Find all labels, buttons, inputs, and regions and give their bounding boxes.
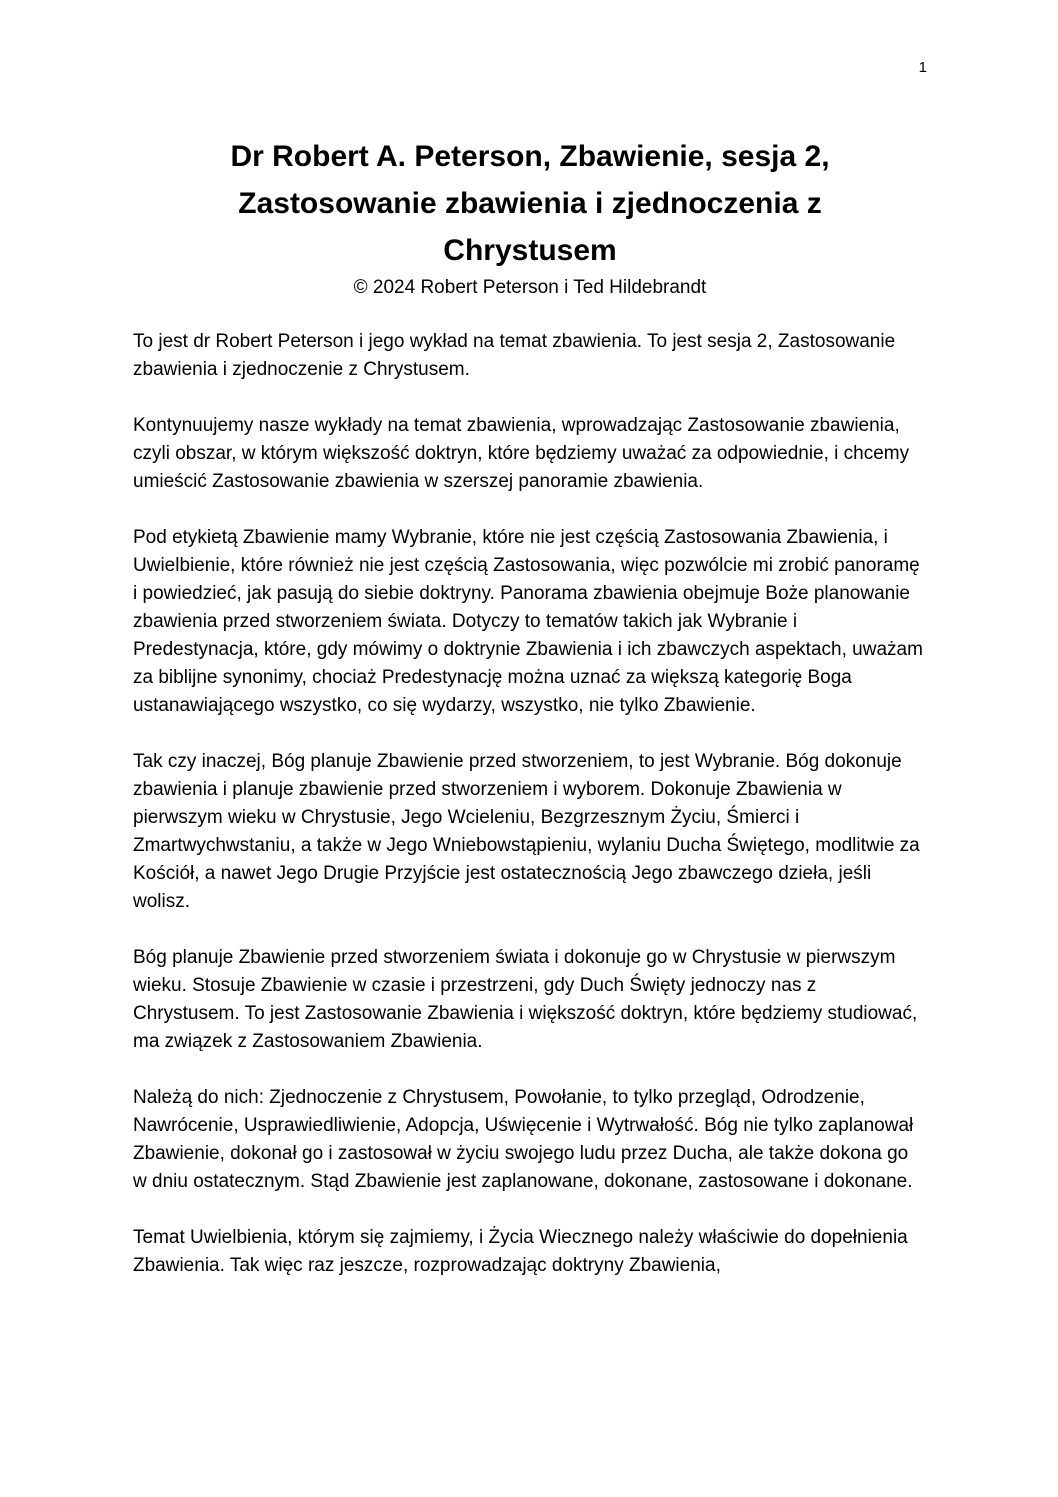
document-body	[133, 328, 927, 1280]
copyright-line: © 2024 Robert Peterson i Ted Hildebrandt	[353, 277, 707, 298]
document-title: Dr Robert A. Peterson, Zbawienie, sesja 2, Zastosowanie zbawienia i zjednoczenia z Chrystusem	[230, 140, 830, 267]
paragraph: Pod etykietą Zbawienie mamy Wybranie, które nie jest częścią Zastosowania Zbawienia, i Uwielbienie, które również nie jest częścią Zastosowania, więc pozwólcie mi zrobić panoramę i powiedzieć, jak pasują do siebie doktryny. Panorama zbawienia obejmuje Boże planowanie zbawienia przed stworzeniem świata. Dotyczy to tematów takich jak Wybranie i Predestynacja, które, gdy mówimy o doktrynie Zbawienia i ich zbawczych aspektach, uważam za biblijne synonimy, chociaż Predestynację można uznać za większą kategorię Boga ustanawiającego wszystko, co się wydarzy, wszystko, nie tylko Zbawienie.	[133, 527, 923, 716]
paragraph: Temat Uwielbienia, którym się zajmiemy, i Życia Wiecznego należy właściwie do dopełnienia Zbawienia. Tak więc raz jeszcze, rozprowadzając doktryny Zbawienia,	[133, 1227, 908, 1276]
paragraph: To jest dr Robert Peterson i jego wykład na temat zbawienia. To jest sesja 2, Zastosowanie zbawienia i zjednoczenie z Chrystusem.	[133, 331, 896, 380]
paragraph: Bóg planuje Zbawienie przed stworzeniem świata i dokonuje go w Chrystusie w pierwszym wieku. Stosuje Zbawienie w czasie i przestrzeni, gdy Duch Święty jednoczy nas z Chrystusem. To jest Zastosowanie Zbawienia i większość doktryn, które będziemy studiować, ma związek z Zastosowaniem Zbawienia.	[133, 947, 918, 1052]
page-number: 1	[918, 59, 927, 76]
paragraph: Kontynuujemy nasze wykłady na temat zbawienia, wprowadzając Zastosowanie zbawienia, czyli obszar, w którym większość doktryn, które będziemy uważać za odpowiednie, i chcemy umieścić Zastosowanie zbawienia w szerszej panoramie zbawienia.	[133, 415, 910, 492]
paragraph: Tak czy inaczej, Bóg planuje Zbawienie przed stworzeniem, to jest Wybranie. Bóg dokonuje zbawienia i planuje zbawienie przed stworzeniem i wyborem. Dokonuje Zbawienia w pierwszym wieku w Chrystusie, Jego Wcieleniu, Bezgrzesznym Życiu, Śmierci i Zmartwychwstaniu, a także w Jego Wniebowstąpieniu, wylaniu Ducha Świętego, modlitwie za Kościół, a nawet Jego Drugie Przyjście jest ostatecznością Jego zbawczego dzieła, jeśli wolisz.	[133, 751, 920, 912]
paragraph: Należą do nich: Zjednoczenie z Chrystusem, Powołanie, to tylko przegląd, Odrodzenie, Nawrócenie, Usprawiedliwienie, Adopcja, Uświęcenie i Wytrwałość. Bóg nie tylko zaplanował Zbawienie, dokonał go i zastosował w życiu swojego ludu przez Ducha, ale także dokona go w dniu ostatecznym. Stąd Zbawienie jest zaplanowane, dokonane, zastosowane i dokonane.	[133, 1087, 914, 1192]
